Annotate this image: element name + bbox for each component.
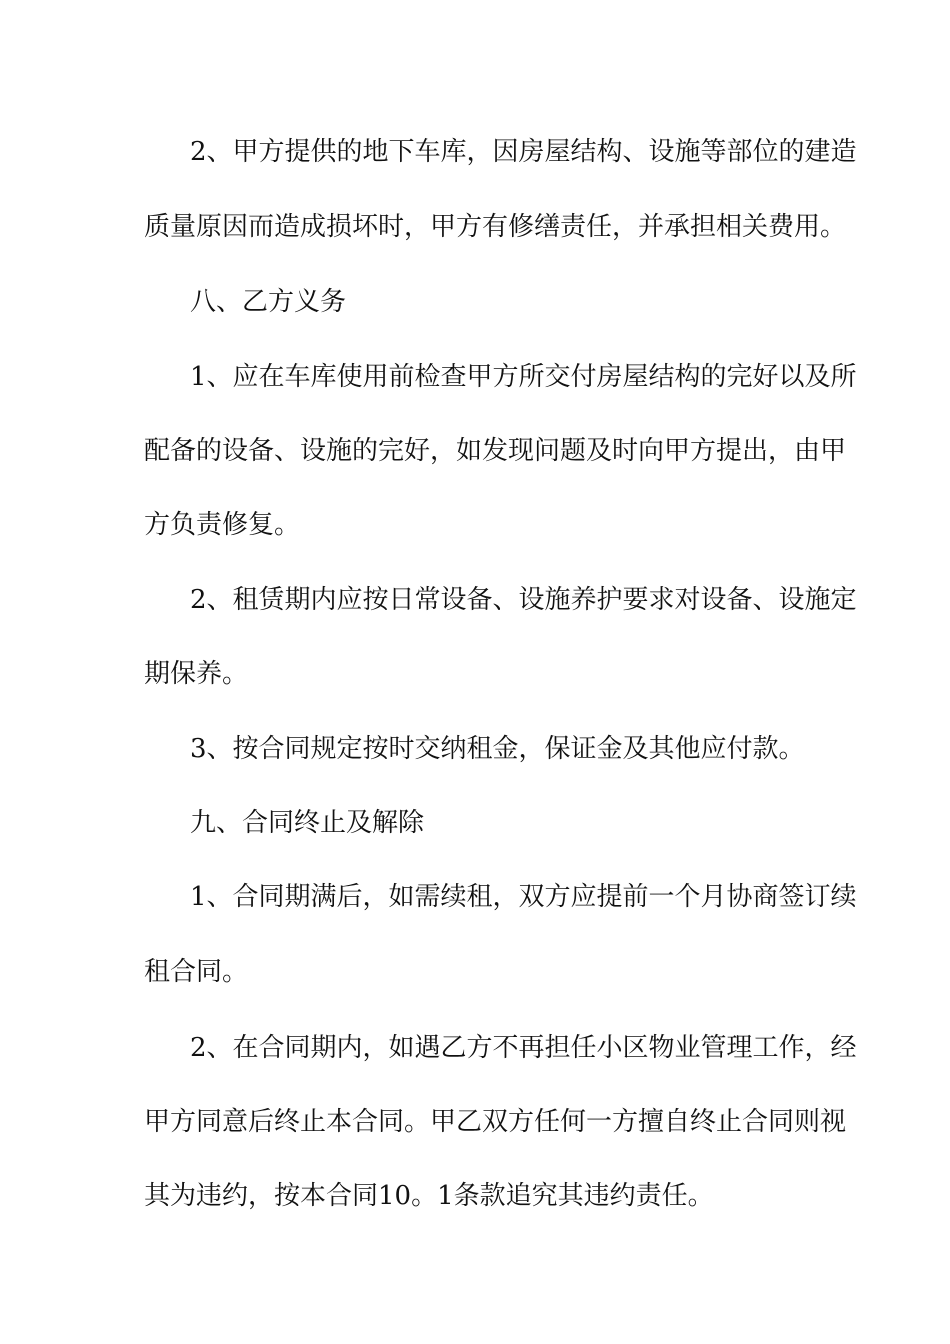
paragraph-line: 2、甲方提供的地下车库，因房屋结构、设施等部位的建造 — [190, 137, 857, 167]
paragraph-line: 1、应在车库使用前检查甲方所交付房屋结构的完好以及所 — [190, 362, 857, 392]
paragraph-line: 期保养。 — [144, 659, 249, 689]
paragraph-line: 2、租赁期内应按日常设备、设施养护要求对设备、设施定 — [190, 585, 857, 615]
paragraph-line: 1、合同期满后，如需续租，双方应提前一个月协商签订续 — [190, 882, 857, 912]
paragraph-line: 甲方同意后终止本合同。甲乙双方任何一方擅自终止合同则视 — [144, 1107, 847, 1137]
section-heading: 八、乙方义务 — [190, 287, 347, 317]
paragraph-line: 其为违约，按本合同10。1条款追究其违约责任。 — [144, 1181, 714, 1211]
paragraph-line: 质量原因而造成损坏时，甲方有修缮责任，并承担相关费用。 — [144, 212, 847, 242]
paragraph-line: 3、按合同规定按时交纳租金，保证金及其他应付款。 — [190, 734, 805, 764]
section-heading: 九、合同终止及解除 — [190, 808, 425, 838]
paragraph-line: 租合同。 — [144, 957, 249, 987]
paragraph-line: 方负责修复。 — [144, 510, 301, 540]
paragraph-line: 配备的设备、设施的完好，如发现问题及时向甲方提出，由甲 — [144, 436, 847, 466]
paragraph-line: 2、在合同期内，如遇乙方不再担任小区物业管理工作，经 — [190, 1033, 857, 1063]
